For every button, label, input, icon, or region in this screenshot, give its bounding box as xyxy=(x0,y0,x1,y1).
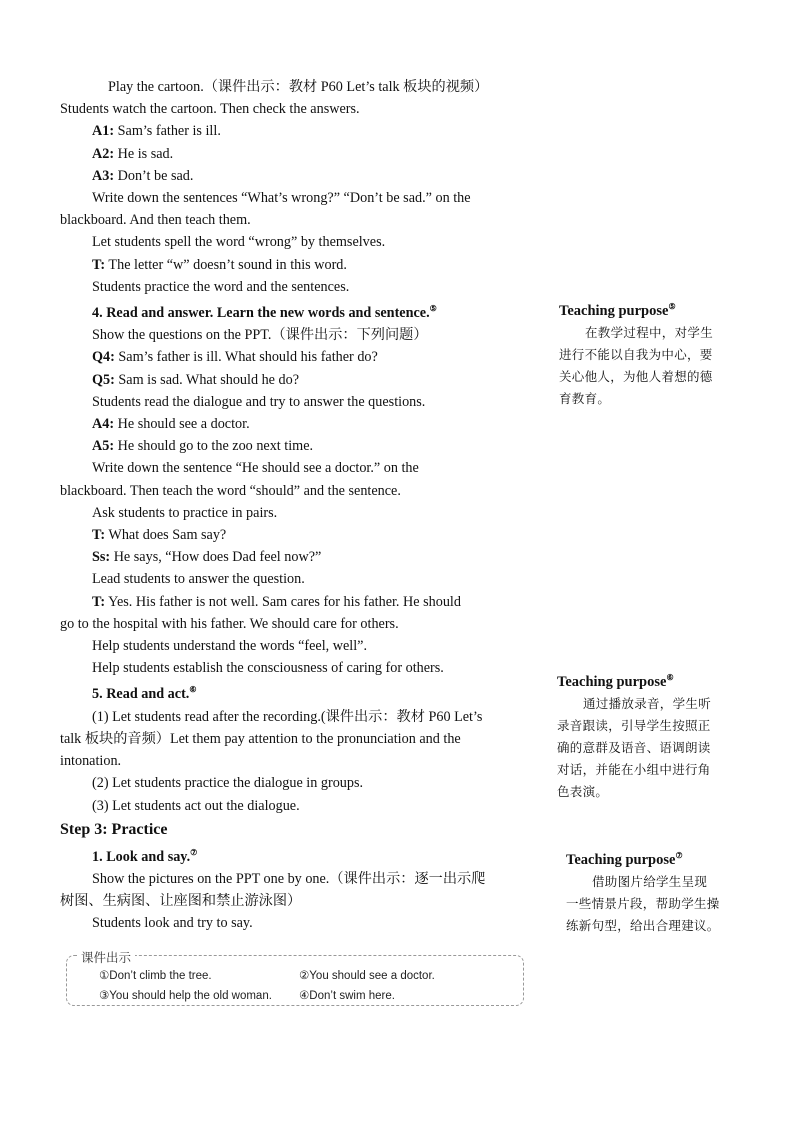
text-line: Students practice the word and the sentences. xyxy=(92,278,350,295)
teacher-line: T: The letter “w” doesn’t sound in this word. xyxy=(92,256,347,273)
note-line: 录音跟读，引导学生按照正 xyxy=(557,718,711,733)
main-content xyxy=(60,76,535,935)
courseware-item: ④Don’t swim here. xyxy=(299,990,395,1002)
answer-line: A5: He should go to the zoo next time. xyxy=(92,438,314,455)
text-line: intonation. xyxy=(60,753,122,770)
note-line: 通过播放录音，学生听 xyxy=(583,696,712,711)
text-line: Students look and try to say. xyxy=(92,915,253,932)
text-line: (3) Let students act out the dialogue. xyxy=(92,797,300,814)
text-line: Help students understand the words “feel, well”. xyxy=(92,638,368,655)
step-heading: Step 3: Practice xyxy=(60,820,168,838)
teaching-purpose-note xyxy=(566,845,738,937)
text-line: Write down the sentence “He should see a doctor.” on the xyxy=(92,460,419,477)
text-line: Show the questions on the PPT.（课件出示：下列问题） xyxy=(92,327,428,344)
text-line: (2) Let students practice the dialogue in groups. xyxy=(92,775,364,792)
courseware-label: 课件出示 xyxy=(77,948,135,966)
section-heading: 1. Look and say.⑦ xyxy=(92,847,198,865)
note-line: 确的意群及语音、语调朗读 xyxy=(557,740,711,755)
note-title: Teaching purpose⑦ xyxy=(566,851,683,868)
section-heading: 5. Read and act.⑥ xyxy=(92,685,197,703)
note-line: 进行不能以自我为中心，要 xyxy=(559,347,713,362)
note-title: Teaching purpose⑥ xyxy=(557,673,674,690)
teaching-purpose-note xyxy=(559,296,731,410)
note-title: Teaching purpose⑤ xyxy=(559,302,676,319)
answer-line: A2: He is sad. xyxy=(92,145,174,162)
text-line: Show the pictures on the PPT one by one.（课件出示：逐一出示爬 xyxy=(92,870,486,887)
text-line: Help students establish the consciousness of caring for others. xyxy=(92,660,444,677)
text-line: blackboard. And then teach them. xyxy=(60,212,251,229)
courseware-box xyxy=(66,951,524,1006)
courseware-item: ③You should help the old woman. xyxy=(99,990,272,1002)
teacher-line: T: Yes. His father is not well. Sam cares for his father. He should xyxy=(92,593,461,610)
note-line: 一些情景片段，帮助学生操 xyxy=(566,896,720,911)
courseware-item: ②You should see a doctor. xyxy=(299,970,435,982)
teaching-purpose-note xyxy=(557,667,729,803)
section-heading: 4. Read and answer. Learn the new words and sentence.⑤ xyxy=(92,304,437,322)
text-line: 树图、生病图、让座图和禁止游泳图） xyxy=(60,893,302,910)
text-line: Let students spell the word “wrong” by themselves. xyxy=(92,234,386,251)
text-line: talk 板块的音频）Let them pay attention to the pronunciation and the xyxy=(60,730,461,747)
note-line: 关心他人，为他人着想的德 xyxy=(559,369,713,384)
text-line: Write down the sentences “What’s wrong?” “Don’t be sad.” on the xyxy=(92,190,471,207)
courseware-item: ①Don’t climb the tree. xyxy=(99,970,212,982)
answer-line: A3: Don’t be sad. xyxy=(92,167,194,184)
text-line: Ask students to practice in pairs. xyxy=(92,504,278,521)
note-line: 对话，并能在小组中进行角 xyxy=(557,762,711,777)
question-line: Q5: Sam is sad. What should he do? xyxy=(92,371,300,388)
note-line: 色表演。 xyxy=(557,784,609,799)
text-line: Students watch the cartoon. Then check the answers. xyxy=(60,101,360,118)
answer-line: A4: He should see a doctor. xyxy=(92,416,250,433)
text-line: Lead students to answer the question. xyxy=(92,571,305,588)
teacher-line: T: What does Sam say? xyxy=(92,527,227,544)
note-line: 在教学过程中，对学生 xyxy=(585,325,714,340)
note-line: 练新句型，给出合理建议。 xyxy=(566,918,720,933)
text-line: blackboard. Then teach the word “should” and the sentence. xyxy=(60,482,401,499)
note-line: 借助图片给学生呈现 xyxy=(592,874,708,889)
text-line: (1) Let students read after the recording.(课件出示：教材 P60 Let’s xyxy=(92,708,483,725)
note-line: 育教育。 xyxy=(559,391,611,406)
text-line: Students read the dialogue and try to answer the questions. xyxy=(92,393,426,410)
text-line: Play the cartoon.（课件出示：教材 P60 Let’s talk 板块的视频） xyxy=(108,79,489,95)
text-line: go to the hospital with his father. We should care for others. xyxy=(60,615,399,632)
students-line: Ss: He says, “How does Dad feel now?” xyxy=(92,549,322,566)
answer-line: A1: Sam’s father is ill. xyxy=(92,123,221,140)
question-line: Q4: Sam’s father is ill. What should his father do? xyxy=(92,349,378,366)
